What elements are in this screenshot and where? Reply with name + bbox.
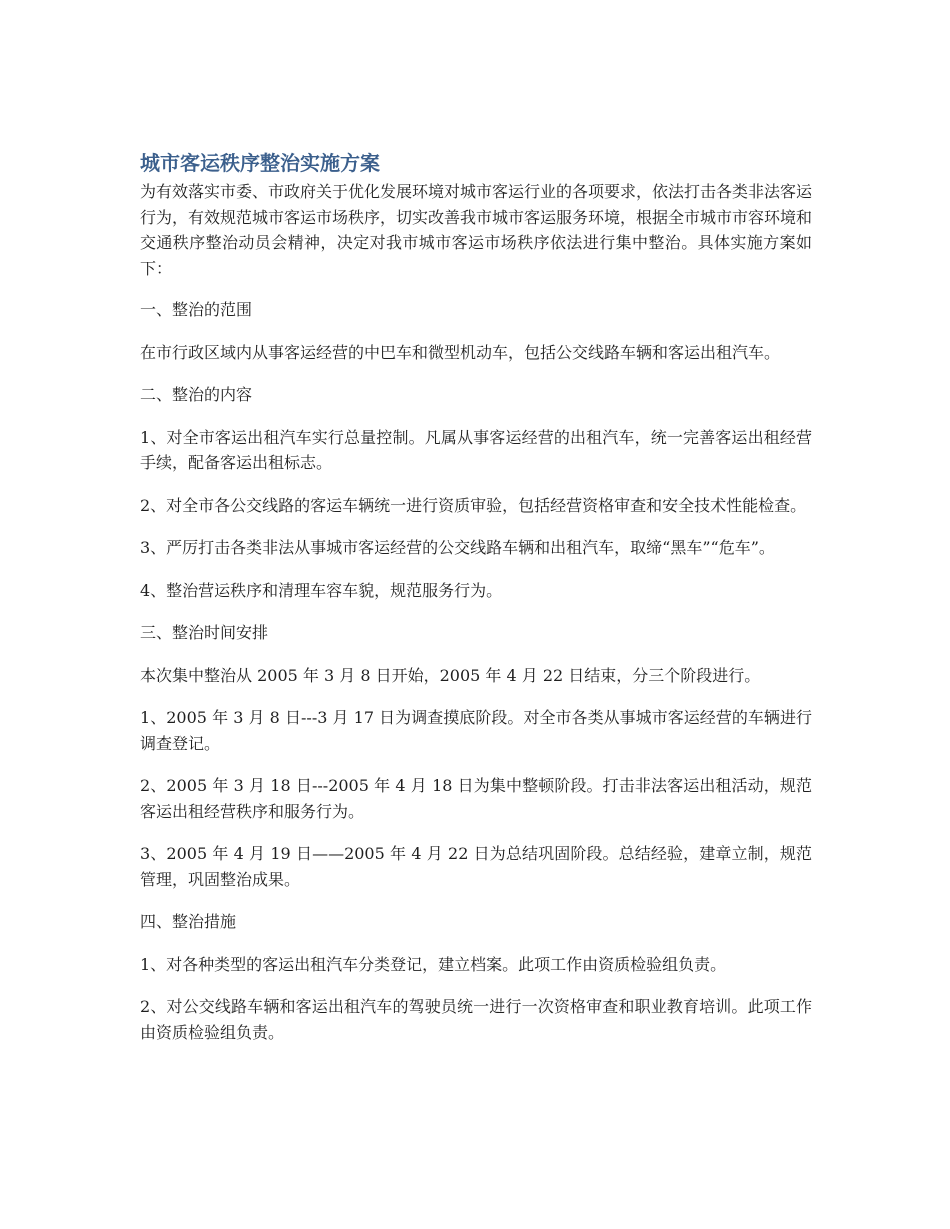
section-scope: [140, 297, 812, 365]
section-paragraph: 2、对全市各公交线路的客运车辆统一进行资质审验，包括经营资格审查和安全技术性能检查。: [140, 495, 807, 515]
section-paragraph: 4、整治营运秩序和清理车容车貌，规范服务行为。: [140, 580, 503, 600]
section-paragraph: 1、对全市客运出租汽车实行总量控制。凡属从事客运经营的出租汽车，统一完善客运出租经营手续，配备客运出租标志。: [140, 427, 812, 472]
section-heading: 二、整治的内容: [140, 385, 253, 404]
section-paragraph: 3、严厉打击各类非法从事城市客运经营的公交线路车辆和出租汽车，取缔“黑车”“危车”。: [140, 538, 775, 557]
document-page: [140, 148, 812, 1062]
section-paragraph: 1、对各种类型的客运出租汽车分类登记，建立档案。此项工作由资质检验组负责。: [140, 954, 727, 974]
section-paragraph: 1、2005 年 3 月 8 日---3 月 17 日为调查摸底阶段。对全市各类从事城市客运经营的车辆进行调查登记。: [140, 708, 812, 753]
document-title: 城市客运秩序整治实施方案: [140, 151, 380, 175]
section-paragraph: 本次集中整治从 2005 年 3 月 8 日开始，2005 年 4 月 22 日结束，分三个阶段进行。: [140, 665, 761, 685]
section-heading: 四、整治措施: [140, 912, 237, 931]
section-heading: 三、整治时间安排: [140, 623, 269, 642]
section-paragraph: 3、2005 年 4 月 19 日——2005 年 4 月 22 日为总结巩固阶段。总结经验，建章立制，规范管理，巩固整治成果。: [140, 844, 812, 889]
section-paragraph: 2、2005 年 3 月 18 日---2005 年 4 月 18 日为集中整顿阶段。打击非法客运出租活动，规范客运出租经营秩序和服务行为。: [140, 776, 812, 821]
section-schedule: [140, 620, 812, 892]
intro-paragraph: 为有效落实市委、市政府关于优化发展环境对城市客运行业的各项要求，依法打击各类非法客运行为，有效规范城市客运市场秩序，切实改善我市城市客运服务环境，根据全市城市市容环境和交通秩序整治动员会精神，决定对我市城市客运市场秩序依法进行集中整治。具体实施方案如下：: [140, 182, 813, 278]
section-measures: [140, 909, 812, 1045]
section-heading: 一、整治的范围: [140, 300, 253, 319]
section-paragraph: 在市行政区域内从事客运经营的中巴车和微型机动车，包括公交线路车辆和客运出租汽车。: [140, 342, 781, 362]
section-paragraph: 2、对公交线路车辆和客运出租汽车的驾驶员统一进行一次资格审查和职业教育培训。此项工作由资质检验组负责。: [140, 997, 812, 1042]
section-content: [140, 382, 812, 603]
